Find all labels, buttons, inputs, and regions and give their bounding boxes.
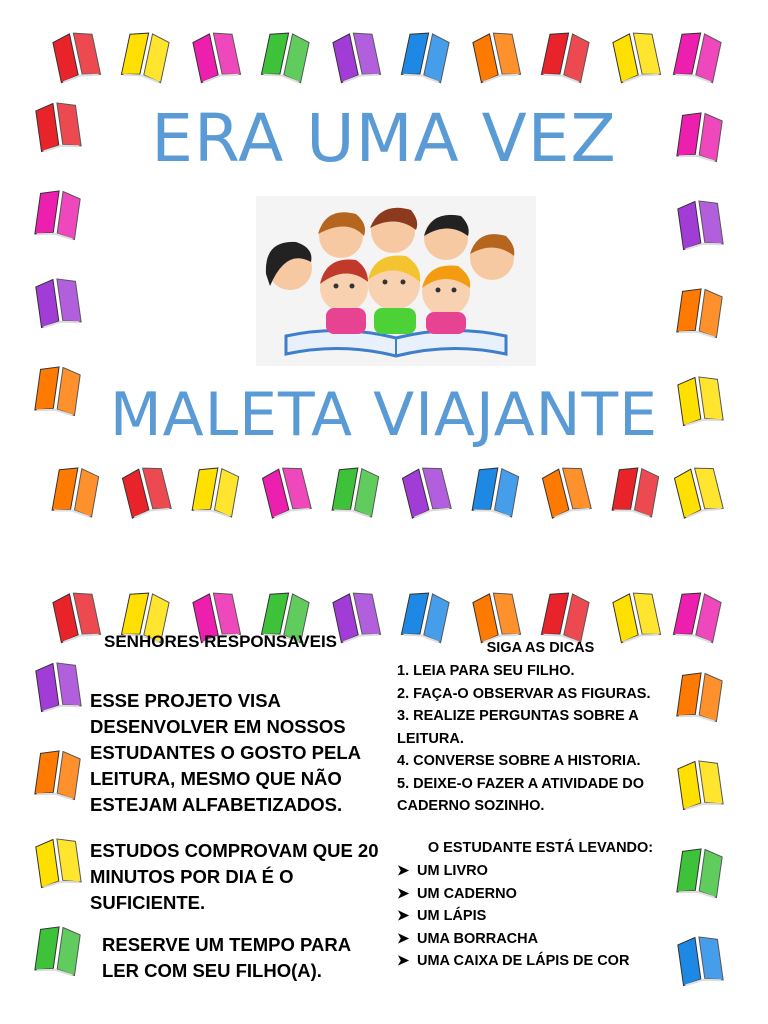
list-item (397, 883, 629, 906)
book-icon (612, 589, 661, 642)
arrow-bullet-icon: ➤ (397, 863, 410, 879)
children-reading-book-icon (256, 196, 536, 366)
tip-item: 3. REALIZE PERGUNTAS SOBRE A LEITURA. (397, 708, 639, 747)
book-icon (35, 748, 81, 799)
tip-item: 5. DEIXE-O FAZER A ATIVIDADE DO CADERNO SOZINHO. (397, 775, 645, 814)
book-icon (192, 465, 239, 517)
book-icon (612, 465, 659, 517)
cover-subtitle: MALETA VIAJANTE (109, 380, 659, 450)
list-item (397, 905, 629, 928)
book-icon (541, 29, 590, 82)
book-icon (35, 188, 81, 239)
book-icon (52, 465, 99, 517)
book-icon (192, 29, 241, 82)
book-icon (332, 29, 381, 82)
list-item (397, 928, 629, 951)
list-item (397, 950, 629, 973)
book-icon (332, 589, 381, 642)
carry-title: O ESTUDANTE ESTÁ LEVANDO: (427, 840, 654, 856)
arrow-bullet-icon: ➤ (397, 953, 410, 969)
arrow-bullet-icon: ➤ (397, 908, 410, 924)
greeting: SENHORES RESPONSAVEIS (104, 632, 338, 651)
book-icon (261, 464, 311, 518)
cover-title: ERA UMA VEZ (151, 100, 617, 177)
book-icon (401, 464, 451, 518)
book-icon (401, 589, 450, 642)
book-icon (541, 464, 591, 518)
studies-paragraph: ESTUDOS COMPROVAM QUE 20 MINUTOS POR DIA É O SUFICIENTE. (90, 840, 379, 913)
book-icon (52, 589, 101, 642)
tip-item: 1. LEIA PARA SEU FILHO. (397, 663, 575, 679)
book-icon (673, 29, 722, 82)
book-icon (673, 589, 722, 642)
book-icon (121, 29, 170, 82)
book-icon (677, 198, 723, 249)
book-icon (677, 934, 723, 985)
book-icon (35, 836, 81, 887)
book-icon (541, 589, 590, 642)
book-icon (401, 29, 450, 82)
book-icon (121, 464, 171, 518)
book-icon (472, 589, 521, 642)
book-icon (677, 846, 723, 897)
tip-item: 4. CONVERSE SOBRE A HISTORIA. (397, 753, 641, 769)
reserve-time-paragraph: RESERVE UM TEMPO PARA LER COM SEU FILHO(A). (102, 934, 351, 981)
carry-item: UM CADERNO (417, 885, 517, 902)
book-icon (261, 29, 310, 82)
carry-item: UM LIVRO (417, 863, 488, 879)
tips-title: SIGA AS DICAS (486, 640, 595, 656)
book-icon (332, 465, 379, 517)
tip-item: 2. FAÇA-O OBSERVAR AS FIGURAS. (397, 685, 651, 702)
carry-item: UM LÁPIS (417, 908, 487, 924)
book-icon (472, 465, 519, 517)
book-icon (52, 29, 101, 82)
book-icon (35, 660, 81, 711)
tips-list (397, 660, 687, 818)
list-item (397, 860, 629, 883)
book-icon (612, 29, 661, 82)
carry-list (397, 860, 629, 973)
book-icon (35, 276, 81, 327)
arrow-bullet-icon: ➤ (397, 885, 410, 902)
book-icon (677, 286, 723, 337)
book-icon (35, 924, 81, 975)
carry-item: UMA CAIXA DE LÁPIS DE COR (417, 953, 630, 969)
book-icon (472, 29, 521, 82)
carry-item: UMA BORRACHA (417, 930, 539, 947)
arrow-bullet-icon: ➤ (397, 930, 410, 947)
project-paragraph: ESSE PROJETO VISA DESENVOLVER EM NOSSOS ESTUDANTES O GOSTO PELA LEITURA, MESMO QUE NÃO ESTEJAM ALFABETIZADOS. (90, 690, 361, 815)
flyer-panel (0, 560, 768, 1024)
book-icon (673, 464, 723, 518)
